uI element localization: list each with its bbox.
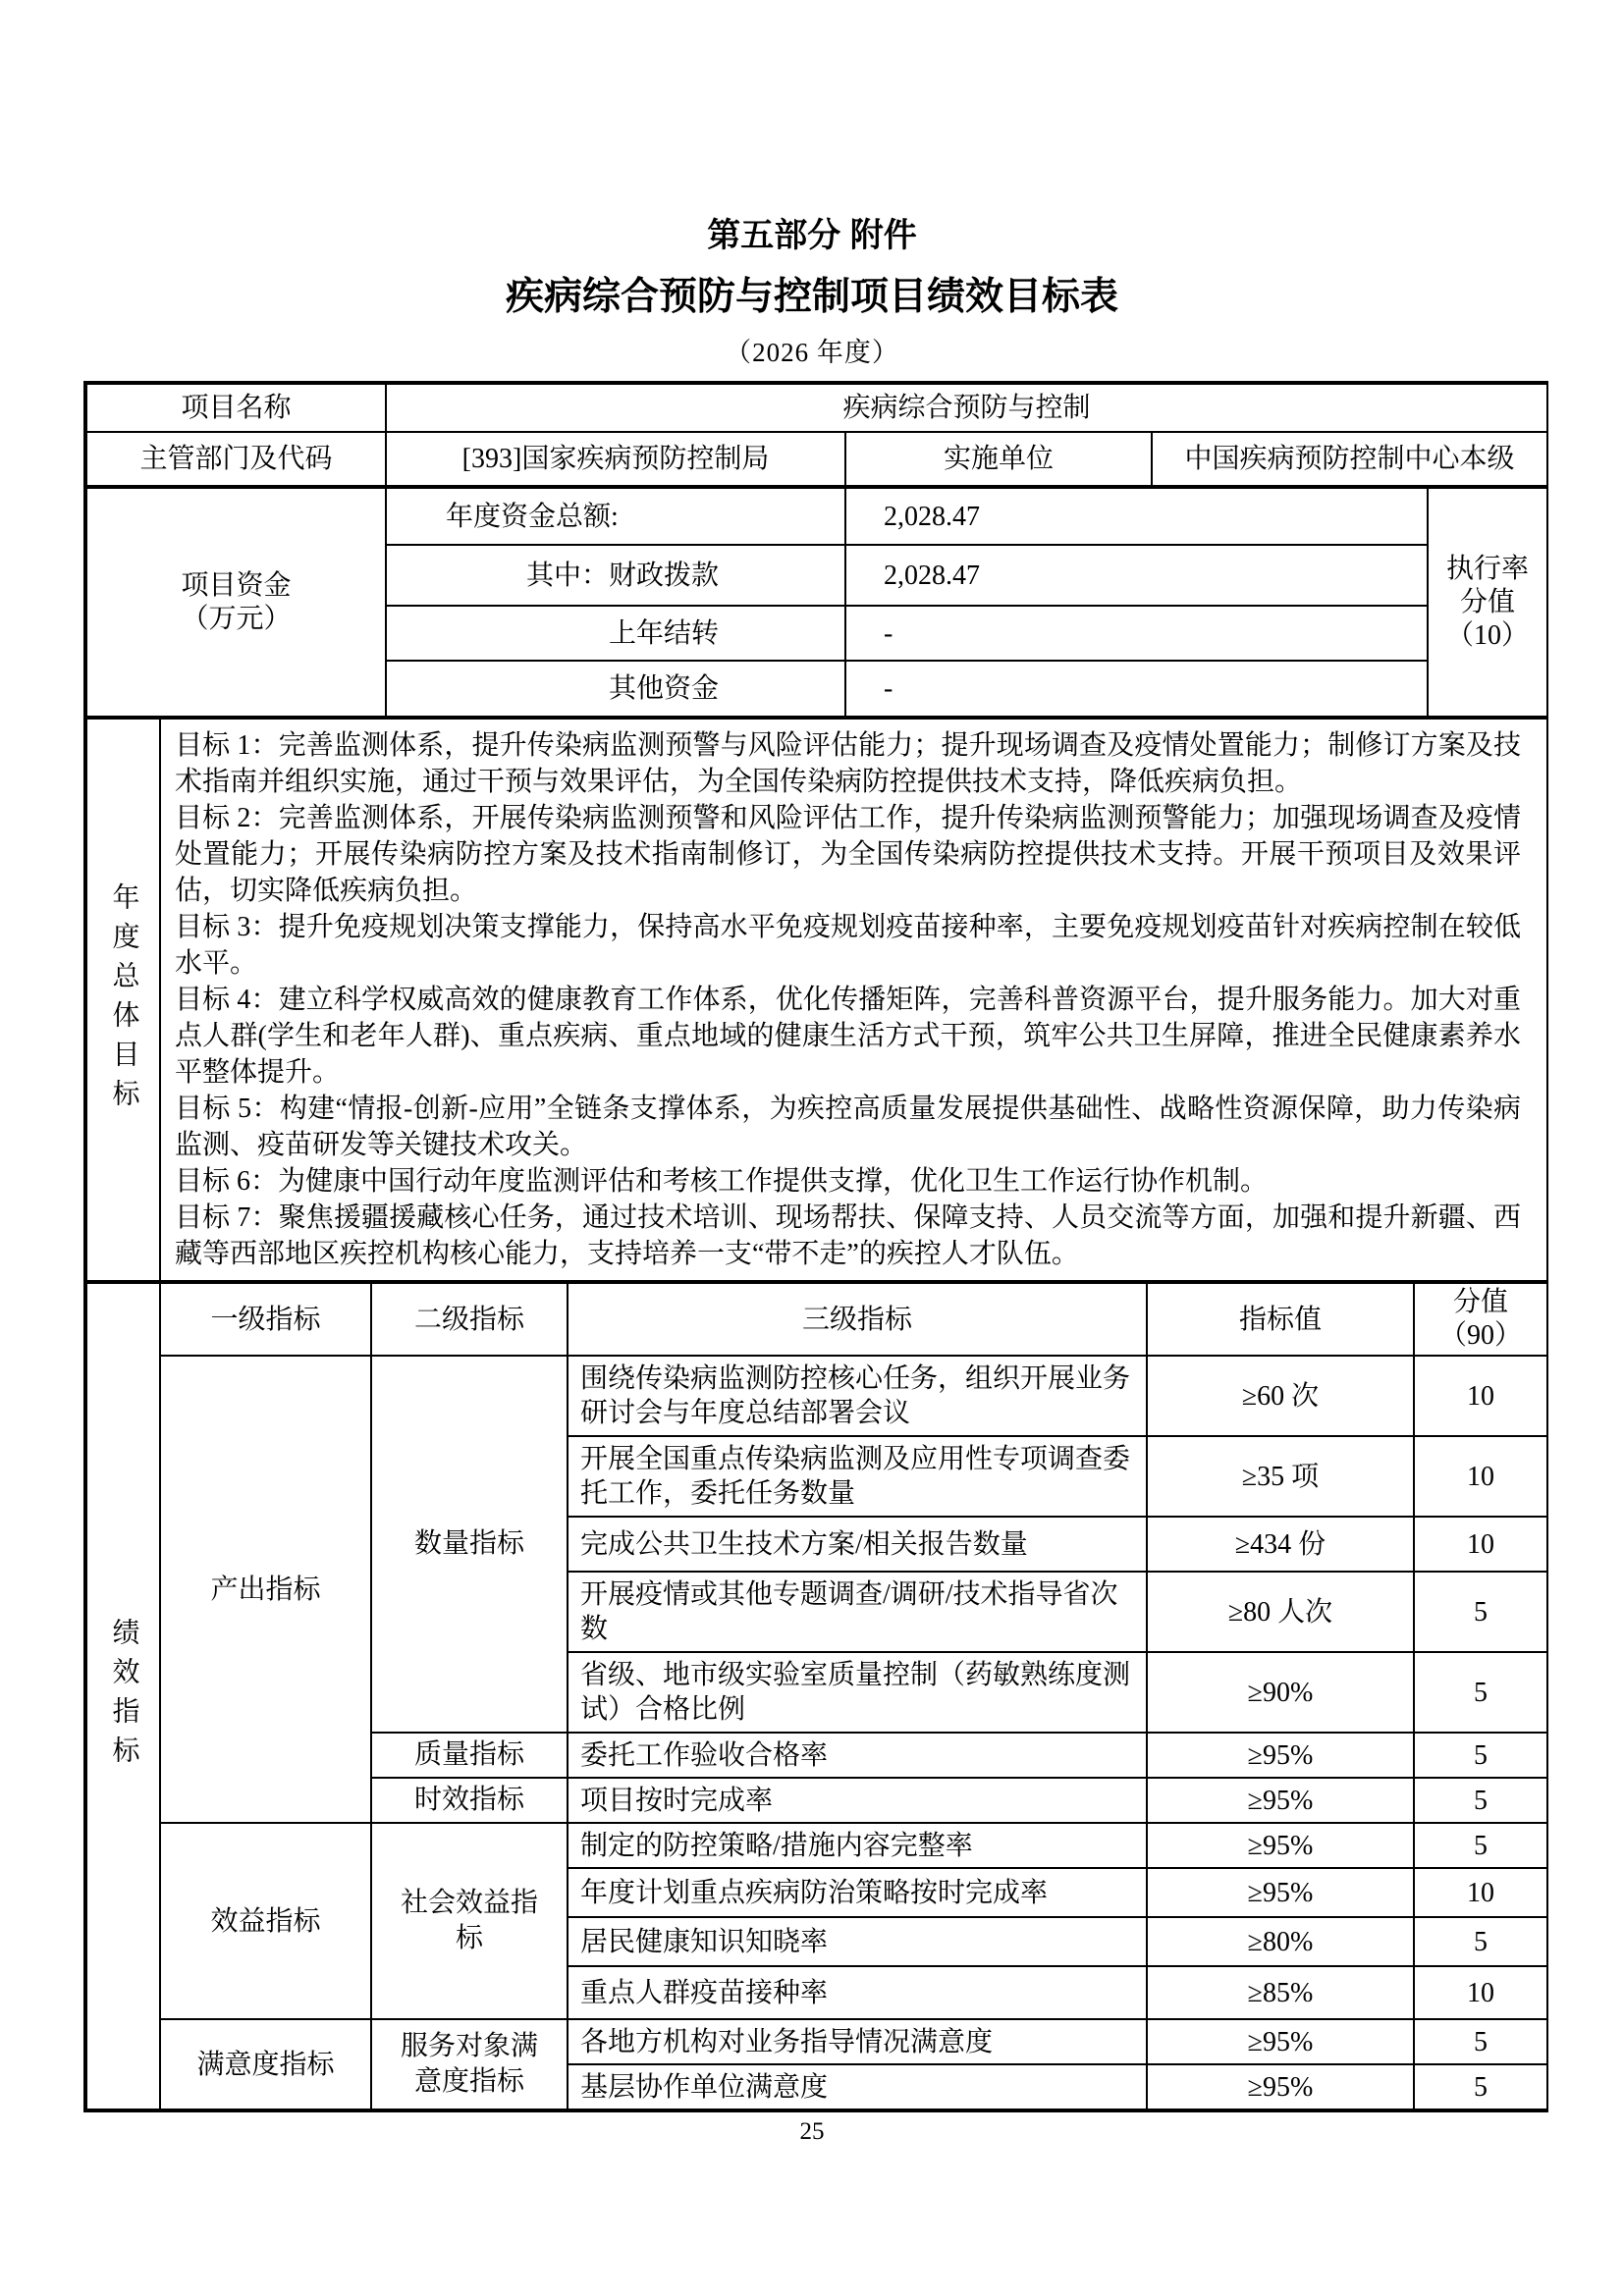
goal-paragraph: 目标 2：完善监测体系，开展传染病监测预警和风险评估工作，提升传染病监测预警能力；加强现场调查及疫情处置能力；开展传染病防控方案及技术指南制修订，为全国传染病防控提供技术支持。开展干预项目及效果评估，切实降低疾病负担。 <box>175 803 1521 906</box>
project-name-value: 疾病综合预防与控制 <box>386 384 1547 432</box>
funding-row-value: 2,028.47 <box>845 488 1428 545</box>
l3-cell: 制定的防控策略/措施内容完整率 <box>568 1823 1147 1868</box>
l3-cell: 委托工作验收合格率 <box>568 1733 1147 1778</box>
indicators-side-label <box>86 1283 160 2109</box>
l1-group-satisfaction: 满意度指标 <box>160 2019 371 2109</box>
l3-cell: 各地方机构对业务指导情况满意度 <box>568 2019 1147 2064</box>
execution-line1: 执行率 <box>1445 553 1529 584</box>
l2-group-quantity: 数量指标 <box>371 1356 568 1733</box>
l3-cell: 完成公共卫生技术方案/相关报告数量 <box>568 1517 1147 1572</box>
project-funding-table <box>85 487 1548 718</box>
funding-row-label: 其中：财政拨款 <box>386 545 845 606</box>
header-score-line1: 分值 <box>1452 1287 1508 1317</box>
l3-cell: 开展全国重点传染病监测及应用性专项调查委托工作，委托任务数量 <box>568 1436 1147 1517</box>
table-row <box>86 384 1547 432</box>
execution-line2: 分值 <box>1459 586 1515 617</box>
indicators-table <box>85 1282 1548 2110</box>
goal-paragraph: 目标 3：提升免疫规划决策支撑能力，保持高水平免疫规划疫苗接种率，主要免疫规划疫苗针对疾病控制在较低水平。 <box>175 912 1521 979</box>
score-cell: 10 <box>1414 1868 1547 1917</box>
l3-cell: 项目按时完成率 <box>568 1778 1147 1823</box>
score-cell: 5 <box>1414 1917 1547 1966</box>
value-cell: ≥90% <box>1147 1652 1414 1733</box>
page-title: 疾病综合预防与控制项目绩效目标表 <box>505 276 1118 318</box>
value-cell: ≥95% <box>1147 2019 1414 2064</box>
indicator-row <box>86 1823 1547 1868</box>
score-cell: 5 <box>1414 1823 1547 1868</box>
l1-group-output: 产出指标 <box>160 1356 371 1823</box>
l3-cell: 省级、地市级实验室质量控制（药敏熟练度测试）合格比例 <box>568 1652 1147 1733</box>
annual-goals-side-label <box>86 719 160 1281</box>
funding-row-label: 其他资金 <box>386 661 845 717</box>
funds-label <box>86 488 386 717</box>
value-cell: ≥95% <box>1147 1868 1414 1917</box>
indicators-header-row <box>86 1283 1547 1356</box>
dept-label: 主管部门及代码 <box>86 432 386 486</box>
l3-cell: 重点人群疫苗接种率 <box>568 1966 1147 2019</box>
score-cell: 5 <box>1414 2064 1547 2109</box>
funding-row-value: - <box>845 661 1428 717</box>
l3-cell: 开展疫情或其他专题调查/调研/技术指导省次数 <box>568 1572 1147 1652</box>
funds-label-line1: 项目资金 <box>181 569 292 601</box>
impl-unit-value: 中国疾病预防控制中心本级 <box>1152 432 1547 486</box>
l2-group-timeliness: 时效指标 <box>371 1778 568 1823</box>
table-row <box>86 432 1547 486</box>
l3-cell: 围绕传染病监测防控核心任务，组织开展业务研讨会与年度总结部署会议 <box>568 1356 1147 1436</box>
annual-goals-table <box>85 718 1548 1282</box>
header-score-line2: （90） <box>1438 1320 1522 1351</box>
goal-paragraph: 目标 5：构建“情报-创新-应用”全链条支撑体系，为疾控高质量发展提供基础性、战略性资源保障，助力传染病监测、疫苗研发等关键技术攻关。 <box>175 1094 1521 1160</box>
page-number: 25 <box>799 2118 825 2145</box>
execution-rate-score <box>1428 488 1547 717</box>
l3-cell: 年度计划重点疾病防治策略按时完成率 <box>568 1868 1147 1917</box>
value-cell: ≥95% <box>1147 1733 1414 1778</box>
goal-paragraph: 目标 6：为健康中国行动年度监测评估和考核工作提供支撑，优化卫生工作运行协作机制。 <box>175 1166 1269 1197</box>
score-cell: 5 <box>1414 1652 1547 1733</box>
value-cell: ≥80 人次 <box>1147 1572 1414 1652</box>
header-value: 指标值 <box>1147 1283 1414 1356</box>
indicator-row <box>86 2019 1547 2064</box>
goal-paragraph: 目标 7：聚焦援疆援藏核心任务，通过技术培训、现场帮扶、保障支持、人员交流等方面，加强和提升新疆、西藏等西部地区疾控机构核心能力，支持培养一支“带不走”的疾控人才队伍。 <box>175 1202 1521 1269</box>
l2-group-social-benefit: 社会效益指标 <box>371 1823 568 2019</box>
project-info-table <box>85 383 1548 487</box>
execution-line3: （10） <box>1445 619 1529 651</box>
goal-paragraph: 目标 4：建立科学权威高效的健康教育工作体系，优化传播矩阵，完善科普资源平台，提升服务能力。加大对重点人群(学生和老年人群)、重点疾病、重点地域的健康生活方式干预，筑牢公共卫生屏障，推进全民健康素养水平整体提升。 <box>175 985 1521 1088</box>
value-cell: ≥95% <box>1147 1778 1414 1823</box>
funds-label-line2: （万元） <box>181 603 292 634</box>
year-subtitle: （2026 年度） <box>725 338 899 367</box>
value-cell: ≥35 项 <box>1147 1436 1414 1517</box>
funding-row-label: 上年结转 <box>386 606 845 661</box>
header-l3: 三级指标 <box>568 1283 1147 1356</box>
header-l2: 二级指标 <box>371 1283 568 1356</box>
indicator-row <box>86 1356 1547 1436</box>
score-cell: 10 <box>1414 1517 1547 1572</box>
l3-cell: 居民健康知识知晓率 <box>568 1917 1147 1966</box>
score-cell: 5 <box>1414 1778 1547 1823</box>
impl-unit-label: 实施单位 <box>845 432 1152 486</box>
value-cell: ≥434 份 <box>1147 1517 1414 1572</box>
value-cell: ≥85% <box>1147 1966 1414 2019</box>
header-score <box>1414 1283 1547 1356</box>
funding-row-value: - <box>845 606 1428 661</box>
l2-group-quality: 质量指标 <box>371 1733 568 1778</box>
indicators-side-text: 绩效指标 <box>108 1618 139 1775</box>
goal-paragraph: 目标 1：完善监测体系，提升传染病监测预警与风险评估能力；提升现场调查及疫情处置能力；制修订方案及技术指南并组织实施，通过干预与效果评估，为全国传染病防控提供技术支持，降低疾病负担。 <box>175 730 1521 797</box>
performance-target-table <box>83 381 1548 2112</box>
score-cell: 10 <box>1414 1436 1547 1517</box>
score-cell: 5 <box>1414 1733 1547 1778</box>
score-cell: 10 <box>1414 1356 1547 1436</box>
value-cell: ≥60 次 <box>1147 1356 1414 1436</box>
score-cell: 5 <box>1414 1572 1547 1652</box>
funding-row-value: 2,028.47 <box>845 545 1428 606</box>
l3-cell: 基层协作单位满意度 <box>568 2064 1147 2109</box>
annual-goals-text <box>160 719 1547 1281</box>
score-cell: 10 <box>1414 1966 1547 2019</box>
project-name-label: 项目名称 <box>86 384 386 432</box>
table-row <box>86 488 1547 545</box>
score-cell: 5 <box>1414 2019 1547 2064</box>
funding-row-label: 年度资金总额: <box>386 488 845 545</box>
l2-group-service-satisfaction: 服务对象满意度指标 <box>371 2019 568 2109</box>
part-title: 第五部分 附件 <box>707 217 917 254</box>
dept-value: [393]国家疾病预防控制局 <box>386 432 845 486</box>
l1-group-benefit: 效益指标 <box>160 1823 371 2019</box>
value-cell: ≥95% <box>1147 1823 1414 1868</box>
annual-goals-side-text: 年度总体目标 <box>108 881 139 1118</box>
value-cell: ≥95% <box>1147 2064 1414 2109</box>
table-row <box>86 719 1547 1281</box>
header-l1: 一级指标 <box>160 1283 371 1356</box>
value-cell: ≥80% <box>1147 1917 1414 1966</box>
title-block <box>0 0 1624 367</box>
